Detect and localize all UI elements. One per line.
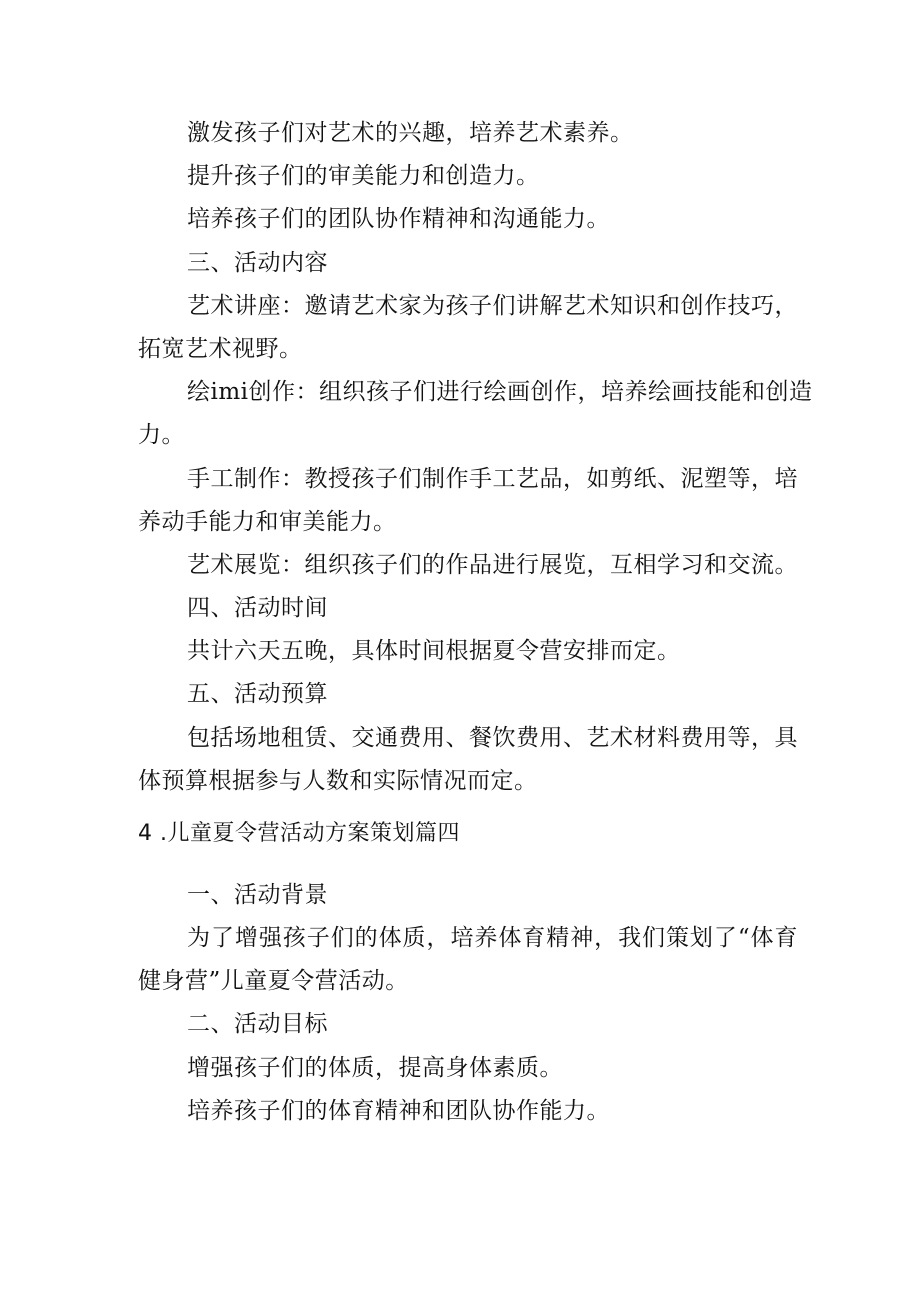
goals-line-1: 增强孩子们的体质，提高身体素质。 (187, 1055, 563, 1081)
goals-line-2: 培养孩子们的体育精神和团队协作能力。 (187, 1098, 610, 1124)
section-heading-budget: 五、活动预算 (187, 681, 328, 707)
goal-line-3: 培养孩子们的团队协作精神和沟通能力。 (187, 206, 610, 232)
budget-line-2: 体预算根据参与人数和实际情况而定。 (138, 768, 538, 794)
budget-line-1: 包括场地租赁、交通费用、餐饮费用、艺术材料费用等，具 (187, 725, 798, 751)
section-heading-time: 四、活动时间 (187, 595, 328, 621)
content-lecture-line-2: 拓宽艺术视野。 (138, 336, 303, 362)
content-handcraft-line-1: 手工制作：教授孩子们制作手工艺品，如剪纸、泥塑等，培 (187, 466, 798, 492)
time-line: 共计六天五晚，具体时间根据夏令营安排而定。 (187, 638, 681, 664)
content-handcraft-line-2: 养动手能力和审美能力。 (138, 509, 397, 535)
section-heading-background: 一、活动背景 (187, 882, 328, 908)
goal-line-1: 激发孩子们对艺术的兴趣，培养艺术素养。 (187, 120, 634, 146)
background-line-1: 为了增强孩子们的体质，培养体育精神，我们策划了“体育 (187, 925, 798, 951)
section-heading-content: 三、活动内容 (187, 250, 328, 276)
content-painting-line-1: 绘imi创作：组织孩子们进行绘画创作，培养绘画技能和创造 (187, 379, 813, 405)
section-heading-goals: 二、活动目标 (187, 1011, 328, 1037)
content-lecture-line-1: 艺术讲座：邀请艺术家为孩子们讲解艺术知识和创作技巧， (187, 293, 798, 319)
background-line-2: 健身营”儿童夏令营活动。 (138, 968, 409, 994)
goal-line-2: 提升孩子们的审美能力和创造力。 (187, 163, 540, 189)
content-exhibition-line: 艺术展览：组织孩子们的作品进行展览，互相学习和交流。 (187, 552, 798, 578)
content-painting-line-2: 力。 (138, 422, 185, 448)
chapter-heading-four: 4 .儿童夏令营活动方案策划篇四 (138, 821, 460, 846)
